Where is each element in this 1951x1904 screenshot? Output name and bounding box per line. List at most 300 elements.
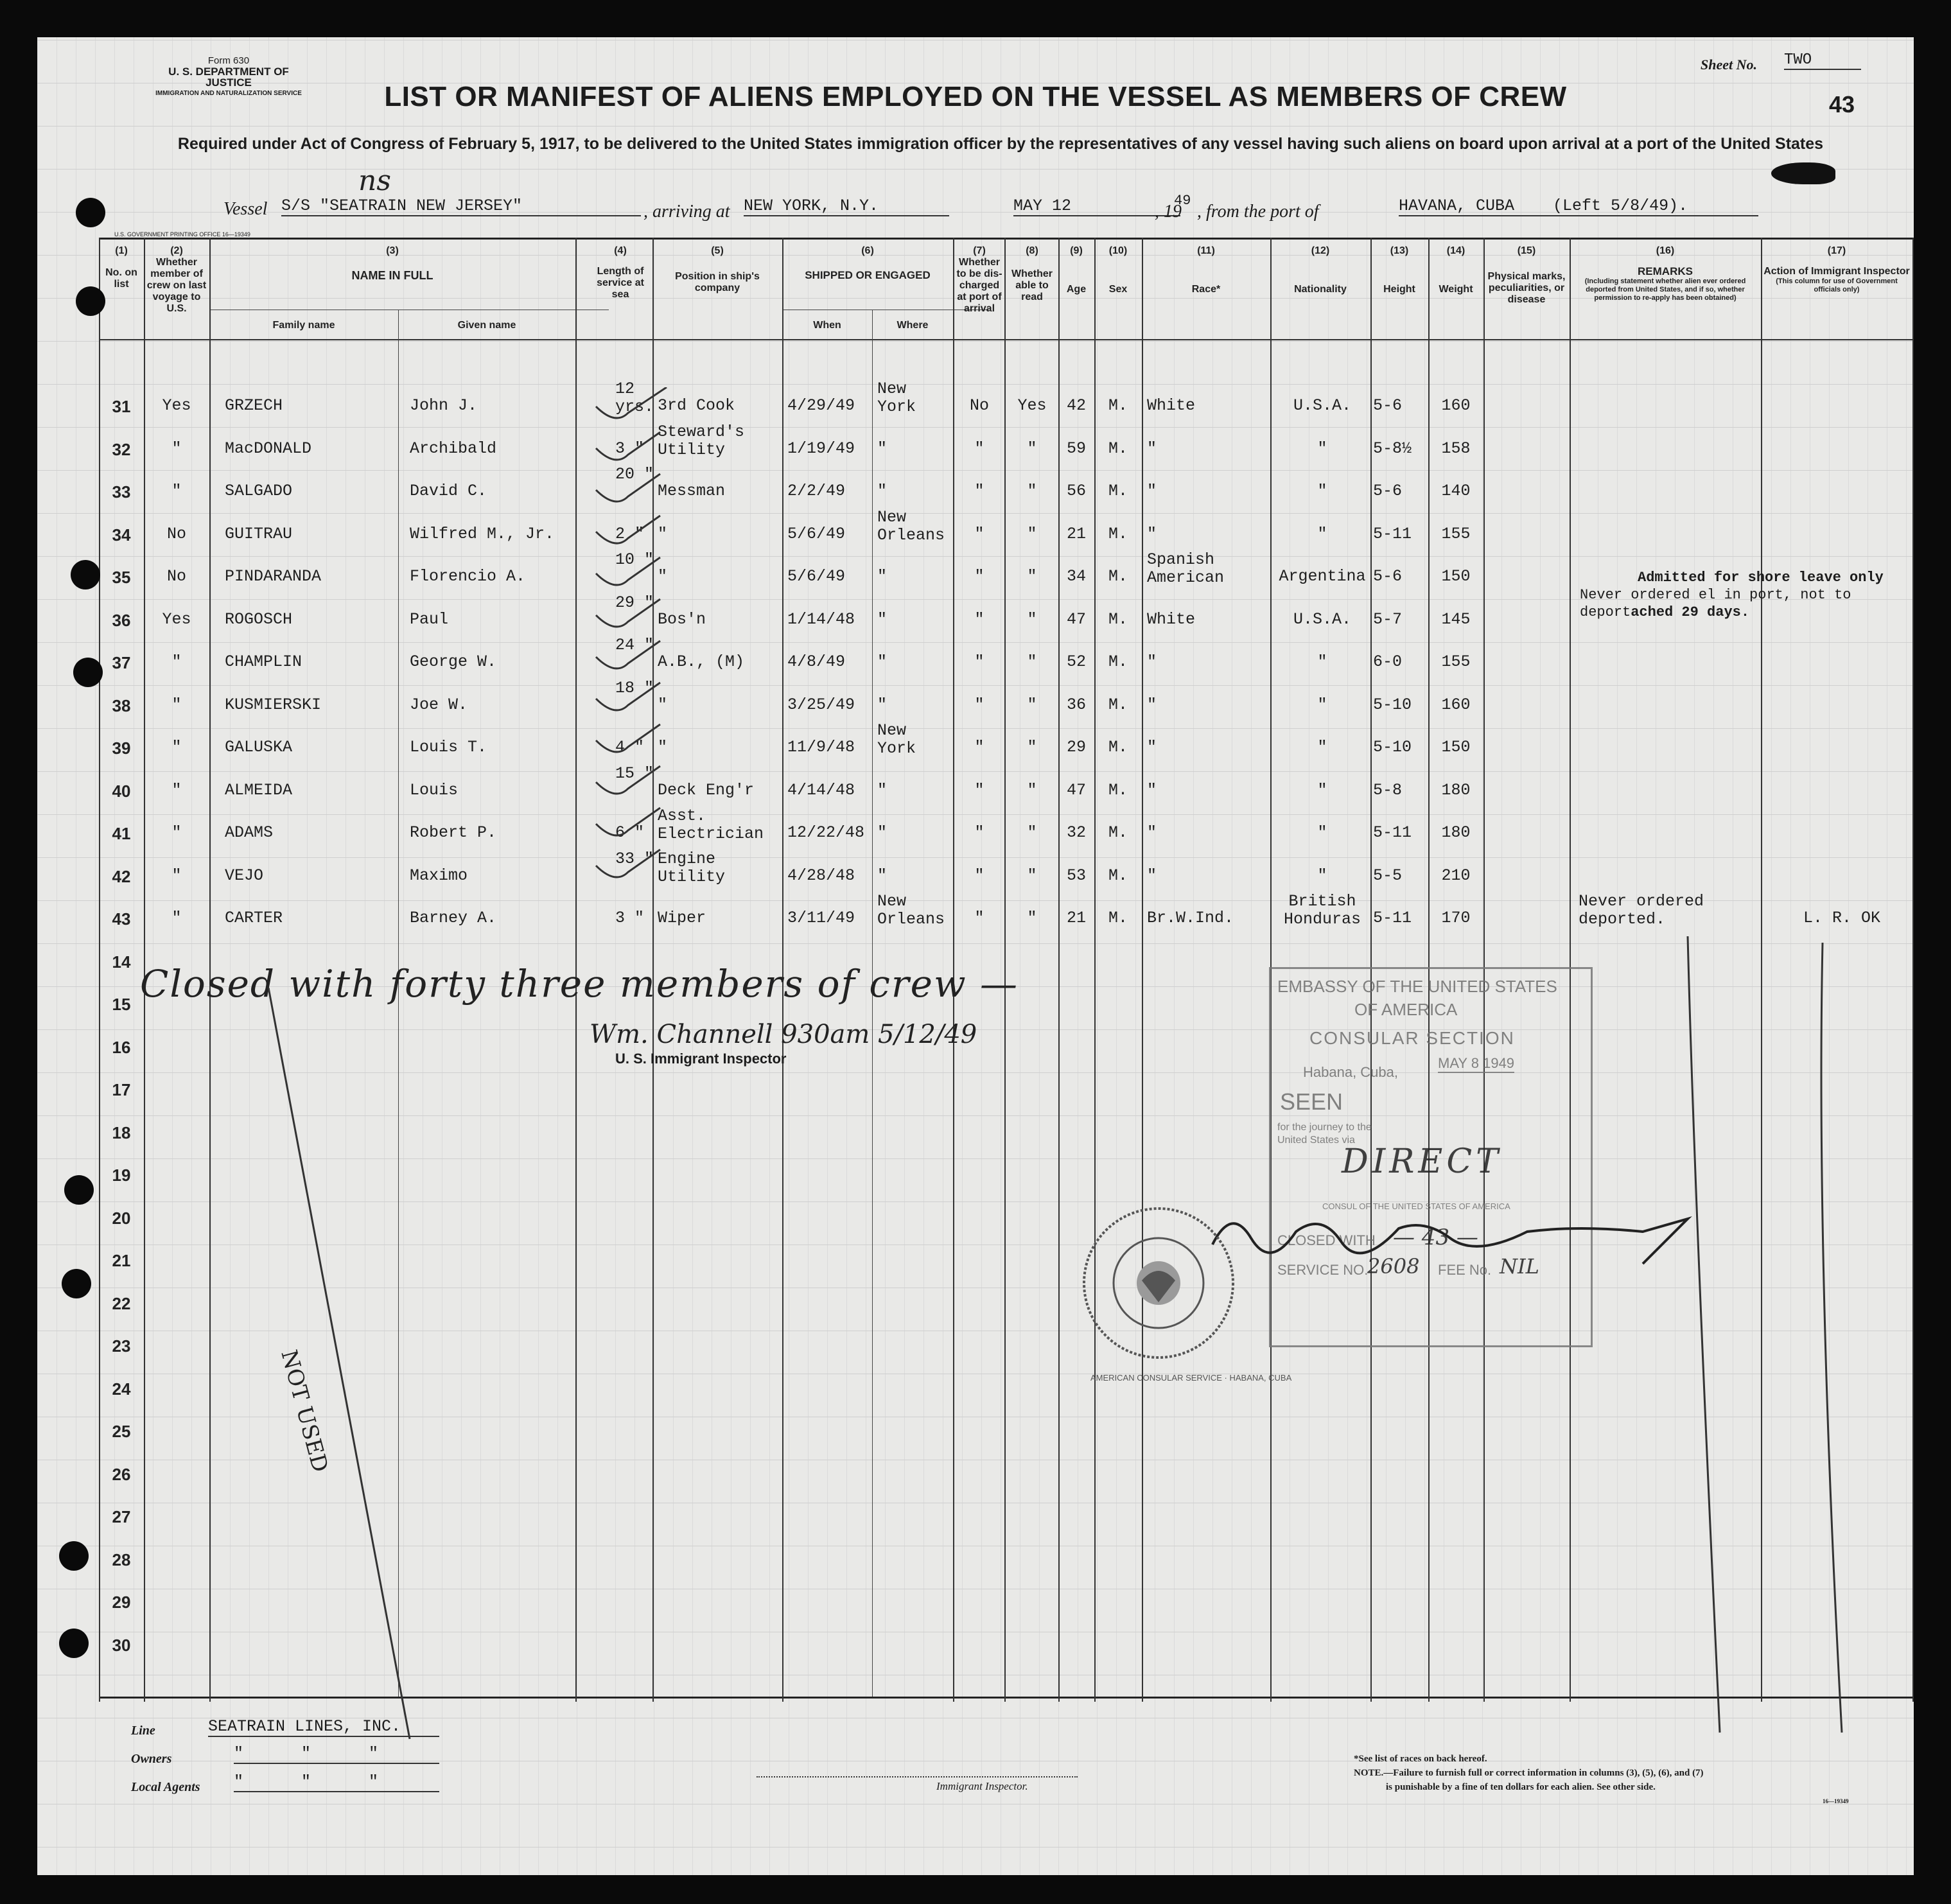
stamp-date: MAY 8 1949	[1438, 1055, 1514, 1073]
given-name-cell: Paul	[410, 609, 449, 629]
stamp-journey-1: for the journey to the	[1277, 1122, 1372, 1133]
col-17-header	[1761, 245, 1912, 294]
punch-hole	[76, 198, 105, 227]
stamp-seen: SEEN	[1280, 1088, 1343, 1115]
race-cell: "	[1147, 866, 1157, 885]
departure-port	[1399, 197, 1758, 216]
stamp-via: DIRECT	[1342, 1142, 1502, 1181]
consul-signature	[1193, 1193, 1707, 1270]
able-to-read-cell: "	[1027, 609, 1037, 629]
arrival-year: 49	[1174, 193, 1191, 209]
able-to-read-cell: "	[1027, 909, 1037, 927]
unused-row-number: 28	[112, 1550, 131, 1569]
discharged-cell: "	[974, 482, 984, 500]
given-name-cell: Wilfred M., Jr.	[410, 524, 555, 543]
not-used-line	[230, 988, 461, 1758]
footer-note-3: is punishable by a fine of ten dollars for each alien. See other side.	[1386, 1782, 1656, 1792]
stamp-line-1: EMBASSY OF THE UNITED STATES	[1277, 977, 1557, 996]
able-to-read-cell: "	[1027, 439, 1037, 458]
row-number: 43	[112, 909, 131, 929]
shipped-when-cell: 2/2/49	[787, 482, 846, 500]
row-number: 35	[112, 568, 131, 587]
age-cell: 47	[1066, 609, 1086, 629]
col-1-label: No. on list	[105, 267, 137, 290]
given-name-cell: Maximo	[410, 866, 468, 885]
shipped-when-cell: 11/9/48	[787, 738, 855, 756]
printing-office: U.S. GOVERNMENT PRINTING OFFICE 16—19349	[114, 231, 250, 238]
height-cell: 5-7	[1373, 609, 1403, 629]
nationality-cell: "	[1317, 524, 1327, 543]
row-number: 33	[112, 482, 131, 502]
nationality-cell: "	[1317, 695, 1327, 714]
shipped-when-cell: 4/28/48	[787, 866, 855, 885]
punch-hole	[73, 658, 103, 687]
prev-voyage-cell: "	[171, 695, 182, 714]
col-4-num: (4)	[614, 245, 627, 256]
col-10-label: Sex	[1108, 284, 1128, 295]
nationality-cell: Argentina	[1279, 567, 1366, 586]
family-name-cell: CARTER	[225, 909, 283, 927]
col-9-header	[1058, 245, 1094, 295]
given-name-cell: Archibald	[410, 439, 497, 458]
col-3-label: NAME IN FULL	[351, 269, 433, 282]
weight-cell: 150	[1441, 567, 1471, 586]
family-name-cell: KUSMIERSKI	[225, 695, 322, 714]
given-name-cell: John J.	[410, 396, 478, 415]
position-cell: Messman	[658, 482, 726, 500]
remarks-line-2a: Never ordered	[1580, 587, 1690, 603]
nationality-cell: "	[1317, 652, 1327, 671]
position-cell: Deck Eng'r	[658, 780, 755, 799]
position-cell: Bos'n	[658, 609, 706, 629]
position-cell: Engine Utility	[658, 849, 726, 886]
sex-cell: M.	[1108, 567, 1128, 586]
col-4-label: Length of service at sea	[597, 266, 644, 300]
age-cell: 29	[1066, 738, 1086, 756]
sex-cell: M.	[1108, 695, 1128, 714]
position-cell: "	[658, 695, 668, 714]
discharged-cell: "	[974, 823, 984, 842]
stamp-line-3: CONSULAR SECTION	[1309, 1028, 1515, 1048]
race-cell: "	[1147, 439, 1157, 458]
service-length-cell: 12 yrs.	[615, 380, 654, 416]
unused-row-number: 16	[112, 1037, 131, 1057]
col-4-header	[595, 245, 646, 301]
row-number: 34	[112, 525, 131, 545]
weight-cell: 180	[1441, 823, 1471, 842]
sex-cell: M.	[1108, 866, 1128, 885]
col-17-label: Action of Immigrant Inspector	[1763, 266, 1910, 277]
given-name-cell: Louis T.	[410, 738, 487, 756]
age-cell: 21	[1066, 909, 1086, 927]
shipped-when-cell: 3/25/49	[787, 695, 855, 714]
row-number: 31	[112, 397, 131, 416]
shipped-where-cell: New York	[877, 380, 916, 416]
sex-cell: M.	[1108, 524, 1128, 543]
discharged-cell: "	[974, 652, 984, 671]
weight-cell: 160	[1441, 695, 1471, 714]
col-16-note: (Including statement whether alien ever ordered deported from United States, and if so, whether permission to re-apply has been obtained)	[1584, 277, 1746, 302]
punch-hole	[64, 1175, 94, 1205]
able-to-read-cell: "	[1027, 738, 1037, 756]
shipped-when-cell: 1/19/49	[787, 439, 855, 458]
shipped-where-cell: "	[877, 695, 888, 714]
shipped-when-header: When	[813, 320, 841, 331]
table-top-rule	[99, 238, 1914, 240]
able-to-read-cell: "	[1027, 695, 1037, 714]
arrival-date: MAY 12	[1013, 197, 1180, 216]
col-11-num: (11)	[1197, 245, 1215, 256]
service-length-cell: 29 "	[615, 593, 654, 612]
weight-cell: 145	[1441, 609, 1471, 629]
row-number: 38	[112, 695, 131, 715]
col-15-num: (15)	[1517, 245, 1536, 256]
discharged-cell: "	[974, 780, 984, 799]
given-name-cell: Barney A.	[410, 909, 497, 927]
shipped-when-cell: 1/14/48	[787, 609, 855, 629]
col-7-num: (7)	[973, 245, 986, 256]
height-cell: 5-6	[1373, 482, 1403, 500]
shipped-when-cell: 5/6/49	[787, 567, 846, 586]
col-7-label: Whether to be dis-charged at port of arrival	[956, 257, 1002, 314]
stamp-fee-label: FEE No.	[1438, 1262, 1492, 1278]
arriving-label: , arriving at	[643, 202, 730, 222]
family-name-cell: ROGOSCH	[225, 609, 293, 629]
footer-inspector-label: Immigrant Inspector.	[936, 1780, 1028, 1792]
col-rule	[1912, 238, 1914, 1702]
prev-voyage-cell: "	[171, 738, 182, 756]
weight-cell: 160	[1441, 396, 1471, 415]
weight-cell: 155	[1441, 524, 1471, 543]
col-13-label: Height	[1383, 284, 1415, 295]
given-name-cell: George W.	[410, 652, 497, 671]
stamp-place: Habana, Cuba,	[1303, 1064, 1398, 1080]
col-12-label: Nationality	[1294, 284, 1347, 295]
family-name-cell: MacDONALD	[225, 439, 312, 458]
department: U. S. DEPARTMENT OF JUSTICE	[168, 66, 289, 89]
position-cell: 3rd Cook	[658, 396, 735, 415]
unused-row-number: 24	[112, 1379, 131, 1399]
position-cell: A.B., (M)	[658, 652, 745, 671]
prev-voyage-cell: "	[171, 652, 182, 671]
position-cell: Wiper	[658, 909, 706, 927]
remarks-line-1: Admitted for shore leave only	[1638, 570, 1884, 586]
weight-cell: 210	[1441, 866, 1471, 885]
col-5-header	[652, 245, 782, 294]
race-cell: White	[1147, 396, 1196, 415]
col-10-num: (10)	[1108, 245, 1128, 256]
nationality-cell: "	[1317, 482, 1327, 500]
discharged-cell: "	[974, 609, 984, 629]
prev-voyage-cell: "	[171, 482, 182, 500]
age-cell: 52	[1066, 652, 1086, 671]
page-title: LIST OR MANIFEST OF ALIENS EMPLOYED ON THE VESSEL AS MEMBERS OF CREW	[384, 81, 1567, 112]
shipped-when-cell: 4/8/49	[787, 652, 846, 671]
prev-voyage-cell: Yes	[162, 396, 191, 415]
prev-voyage-cell: "	[171, 439, 182, 458]
col-5-num: (5)	[711, 245, 724, 256]
shipped-when-cell: 4/14/48	[787, 780, 855, 799]
able-to-read-cell: "	[1027, 482, 1037, 500]
race-cell: "	[1147, 524, 1157, 543]
age-cell: 36	[1066, 695, 1086, 714]
col-8-num: (8)	[1026, 245, 1038, 256]
discharged-cell: "	[974, 738, 984, 756]
nationality-cell: U.S.A.	[1293, 609, 1351, 629]
action-cell: L. R. OK	[1803, 909, 1881, 927]
family-name-cell: VEJO	[225, 866, 264, 885]
stamp-service-label: SERVICE NO.	[1277, 1262, 1369, 1278]
able-to-read-cell: "	[1027, 780, 1037, 799]
able-to-read-cell: "	[1027, 866, 1037, 885]
shipped-where-cell: "	[877, 866, 888, 885]
col-15-label: Physical marks, peculiarities, or disease	[1487, 271, 1566, 305]
remarks-line-2	[1580, 586, 1884, 604]
nationality-cell: "	[1317, 439, 1327, 458]
shipped-where-header: Where	[897, 320, 929, 331]
service-length-cell: 33 "	[615, 849, 654, 868]
sex-cell: M.	[1108, 609, 1128, 629]
col-14-header	[1428, 245, 1483, 295]
service-length-cell: 20 "	[615, 465, 654, 484]
age-cell: 21	[1066, 524, 1086, 543]
prev-voyage-cell: "	[171, 780, 182, 799]
col-7-header	[954, 245, 1004, 315]
footer-agents-label: Local Agents	[131, 1780, 200, 1794]
sex-cell: M.	[1108, 909, 1128, 927]
position-cell: Steward's Utility	[658, 422, 745, 459]
able-to-read-cell: "	[1027, 524, 1037, 543]
service-length-cell: 3 "	[615, 909, 645, 927]
family-name-cell: GUITRAU	[225, 524, 293, 543]
family-name-cell: ALMEIDA	[225, 780, 293, 799]
given-name-cell: Joe W.	[410, 695, 468, 714]
punch-hole	[62, 1269, 91, 1298]
service-length-cell: 4 "	[615, 738, 645, 756]
col-14-num: (14)	[1446, 245, 1465, 256]
race-cell: White	[1147, 609, 1196, 629]
able-to-read-cell: "	[1027, 567, 1037, 586]
inspector-signature-line	[757, 1776, 1078, 1777]
sex-cell: M.	[1108, 396, 1128, 415]
unused-row-number: 26	[112, 1464, 131, 1484]
nationality-cell: "	[1317, 823, 1327, 842]
stamp-closed-value: — 43 —	[1393, 1225, 1478, 1250]
nationality-cell: U.S.A.	[1293, 396, 1351, 415]
unused-row-number: 25	[112, 1422, 131, 1441]
row-number: 32	[112, 439, 131, 459]
not-used-label: NOT USED	[276, 1347, 333, 1475]
row-number: 40	[112, 781, 131, 801]
footer-line-label: Line	[131, 1724, 155, 1738]
remarks-line-3	[1580, 604, 1884, 621]
from-label: , from the port of	[1197, 202, 1319, 222]
able-to-read-cell: Yes	[1017, 396, 1047, 415]
age-cell: 59	[1066, 439, 1086, 458]
race-cell: "	[1147, 482, 1157, 500]
position-cell: "	[658, 524, 668, 543]
age-cell: 56	[1066, 482, 1086, 500]
service-length-cell: 10 "	[615, 550, 654, 569]
sex-cell: M.	[1108, 780, 1128, 799]
consular-stamp	[1269, 967, 1593, 1347]
vessel-name: S/S "SEATRAIN NEW JERSEY"	[281, 197, 641, 216]
height-cell: 5-6	[1373, 567, 1403, 586]
remarks-cell: Never ordered deported.	[1579, 892, 1704, 929]
family-name-header: Family name	[272, 320, 335, 331]
col-6-header	[782, 245, 953, 281]
unused-row-number: 29	[112, 1593, 131, 1612]
race-cell: Spanish American	[1147, 550, 1225, 587]
unused-row-number: 17	[112, 1080, 131, 1099]
prev-voyage-cell: "	[171, 909, 182, 927]
height-cell: 5-8½	[1373, 439, 1412, 458]
prev-voyage-cell: No	[166, 524, 186, 543]
given-name-cell: Louis	[410, 780, 459, 799]
given-name-cell: Florencio A.	[410, 567, 526, 586]
discharged-cell: "	[974, 909, 984, 927]
service-length-cell: 2 "	[615, 524, 645, 543]
sex-cell: M.	[1108, 482, 1128, 500]
height-cell: 5-11	[1373, 823, 1412, 842]
discharged-cell: No	[969, 396, 989, 415]
col-9-label: Age	[1066, 284, 1087, 295]
col-15-header	[1483, 245, 1570, 306]
remarks-line-3b: ached 29 days.	[1631, 604, 1750, 620]
race-cell: Br.W.Ind.	[1147, 909, 1234, 927]
shipped-where-cell: "	[877, 439, 888, 458]
departure-left-date: (Left 5/8/49).	[1553, 197, 1688, 215]
page-subtitle: Required under Act of Congress of February 5, 1917, to be delivered to the United States immigration officer by the representatives of any vessel having such aliens on board upon arrival at a port of the United States	[177, 135, 1824, 153]
race-cell: "	[1147, 738, 1157, 756]
height-cell: 5-11	[1373, 524, 1412, 543]
nationality-cell: "	[1317, 780, 1327, 799]
family-name-cell: CHAMPLIN	[225, 652, 302, 671]
discharged-cell: "	[974, 439, 984, 458]
col-8-header	[1006, 245, 1058, 303]
col-11-header	[1142, 245, 1270, 295]
stamp-closed-label: CLOSED WITH	[1277, 1232, 1376, 1248]
check-marks	[590, 387, 705, 939]
col-6-num: (6)	[861, 245, 874, 256]
race-cell: "	[1147, 652, 1157, 671]
stamp-service-no: 2608	[1367, 1254, 1420, 1279]
service-length-cell: 6 "	[615, 823, 645, 842]
given-name-cell: Robert P.	[410, 823, 497, 842]
weight-cell: 150	[1441, 738, 1471, 756]
service-length-cell: 24 "	[615, 636, 654, 654]
col-12-header	[1270, 245, 1370, 295]
shipped-where-cell: New Orleans	[877, 892, 945, 929]
footer-code: 16—19349	[1823, 1798, 1849, 1804]
vessel-label: Vessel	[223, 199, 268, 219]
sheet-number: TWO	[1784, 51, 1861, 70]
unused-row-number: 18	[112, 1122, 131, 1142]
col-9-num: (9)	[1070, 245, 1083, 256]
footer-note-2: NOTE.—Failure to furnish full or correct information in columns (3), (5), (6), and (7)	[1354, 1768, 1704, 1778]
unused-row-number: 20	[112, 1208, 131, 1228]
shipped-where-cell: "	[877, 780, 888, 799]
row-number: 39	[112, 738, 131, 758]
family-name-cell: ADAMS	[225, 823, 274, 842]
service: IMMIGRATION AND NATURALIZATION SERVICE	[155, 90, 302, 97]
given-name-cell: David C.	[410, 482, 487, 500]
weight-cell: 155	[1441, 652, 1471, 671]
remarks-line-2b: el in port, not to	[1698, 587, 1851, 603]
stamp-fee: NIL	[1500, 1254, 1539, 1279]
footer-owners-value: " " "	[234, 1744, 439, 1764]
col-16-label: REMARKS	[1638, 265, 1693, 277]
seal-text: AMERICAN CONSULAR SERVICE · HABANA, CUBA	[1090, 1373, 1292, 1383]
nationality-cell: British Honduras	[1283, 892, 1361, 929]
col-14-label: Weight	[1439, 284, 1473, 295]
stamp-consul: CONSUL OF THE UNITED STATES OF AMERICA	[1322, 1201, 1510, 1211]
shipped-when-cell: 5/6/49	[787, 524, 846, 543]
col-3-header	[209, 245, 575, 281]
unused-row-number: 21	[112, 1251, 131, 1270]
height-cell: 5-6	[1373, 396, 1403, 415]
row-number: 41	[112, 824, 131, 843]
arrival-port: NEW YORK, N.Y.	[744, 197, 949, 216]
position-cell: Asst. Electrician	[658, 807, 764, 843]
shipped-when-cell: 12/22/48	[787, 823, 865, 842]
page-number: 43	[1829, 91, 1855, 118]
col-1-num: (1)	[115, 245, 128, 256]
col-16-header	[1570, 245, 1761, 302]
unused-row-number: 15	[112, 995, 131, 1014]
sex-cell: M.	[1108, 738, 1128, 756]
prev-voyage-cell: "	[171, 823, 182, 842]
punch-hole	[59, 1629, 89, 1658]
height-cell: 5-10	[1373, 695, 1412, 714]
shipped-when-cell: 3/11/49	[787, 909, 855, 927]
sheet-number-label: Sheet No.	[1701, 57, 1757, 73]
col-13-header	[1370, 245, 1428, 295]
inspector-title: U. S. Immigrant Inspector	[615, 1051, 787, 1067]
nationality-cell: "	[1317, 738, 1327, 756]
year-prefix: , 19	[1155, 202, 1182, 222]
weight-cell: 140	[1441, 482, 1471, 500]
header-bottom-rule	[99, 339, 1914, 340]
ink-blot	[1771, 162, 1835, 184]
able-to-read-cell: "	[1027, 823, 1037, 842]
col-17-num: (17)	[1827, 245, 1846, 256]
height-cell: 5-10	[1373, 738, 1412, 756]
col-13-num: (13)	[1390, 245, 1409, 256]
col-rule	[1142, 238, 1143, 1702]
row-number: 37	[112, 653, 131, 672]
col-16-num: (16)	[1656, 245, 1675, 256]
inspector-signature: Wm. Channell 930am 5/12/49	[590, 1020, 977, 1049]
footer-notes	[1354, 1752, 1849, 1808]
col-2-header	[144, 245, 209, 315]
row-number: 36	[112, 610, 131, 630]
col-8-label: Whether able to read	[1011, 268, 1053, 302]
discharged-cell: "	[974, 567, 984, 586]
col-1-header	[99, 245, 144, 290]
consular-seal	[1075, 1200, 1242, 1367]
sex-cell: M.	[1108, 439, 1128, 458]
position-cell: "	[658, 738, 668, 756]
nationality-cell: "	[1317, 866, 1327, 885]
manifest-sheet	[37, 37, 1914, 1875]
age-cell: 34	[1066, 567, 1086, 586]
race-cell: "	[1147, 780, 1157, 799]
family-name-cell: PINDARANDA	[225, 567, 322, 586]
col-12-num: (12)	[1311, 245, 1330, 256]
service-length-cell: 15 "	[615, 764, 654, 783]
stamp-line-2: OF AMERICA	[1354, 1000, 1458, 1019]
